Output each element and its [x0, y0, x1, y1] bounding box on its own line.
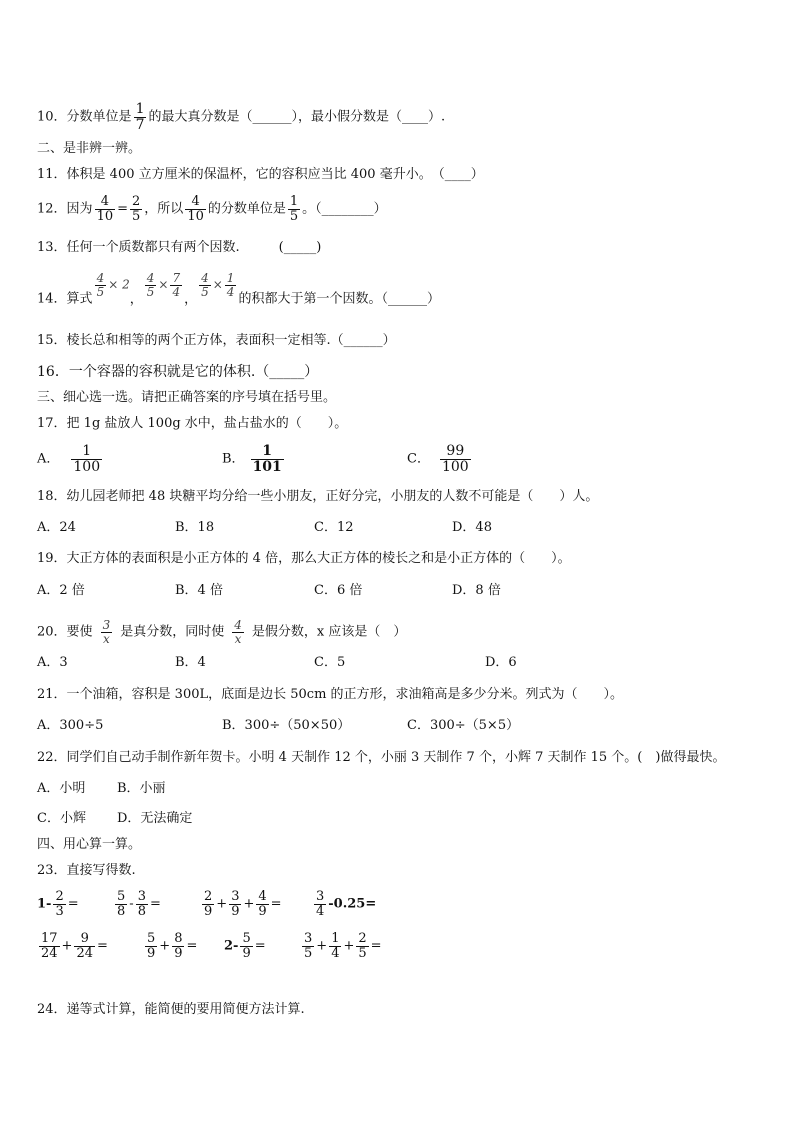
- question-number: 12．: [37, 201, 67, 217]
- fraction: $\frac{1}{5}$: [289, 194, 299, 224]
- fraction: $\frac{9}{24}$: [76, 931, 93, 961]
- operator: × 2: [108, 277, 130, 292]
- fraction: $\frac{1}{100}$: [73, 443, 101, 475]
- question-text: 。（________）: [302, 201, 387, 217]
- question-number: 17．: [37, 416, 67, 431]
- question-13: [37, 240, 321, 256]
- fraction: $\frac{99}{100}$: [441, 443, 469, 475]
- fraction: $\frac{2}{3}$: [55, 889, 64, 919]
- fraction: $\frac{3}{5}$: [304, 931, 313, 961]
- fraction: $\frac{17}{24}$: [41, 931, 58, 961]
- question-19: [37, 551, 571, 567]
- option-a[interactable]: A．2 倍: [37, 583, 85, 598]
- question-15: [37, 333, 396, 349]
- calc-item[interactable]: [143, 932, 197, 960]
- fraction: $\frac{4}{5}$: [96, 271, 105, 299]
- question-number: 19．: [37, 551, 67, 566]
- fraction: $\frac{2}{5}$: [132, 194, 141, 224]
- operator: +: [61, 938, 73, 954]
- option-b[interactable]: B．4 倍: [175, 583, 223, 598]
- option-c[interactable]: [407, 444, 473, 474]
- section-heading-4: 四、用心算一算。: [37, 837, 142, 852]
- question-text: 同学们自己动手制作新年贺卡。小明 4 天制作 12 个，小丽 3 天制作 7 个，小辉 7 天制作 15 个。( )做得最快。: [66, 750, 726, 765]
- option-b[interactable]: B．小丽: [117, 781, 166, 796]
- fraction: $\frac{1}{4}$: [331, 931, 340, 961]
- question-text: 一个油箱，容积是 300L，底面是边长 50cm 的正方形，求油箱高是多少分米。列式为（ ）。: [66, 687, 624, 702]
- operator: +: [343, 938, 355, 954]
- fraction: $\frac{5}{9}$: [242, 931, 251, 961]
- question-number: 16．: [37, 364, 69, 380]
- fraction: $\frac{4}{10}$: [187, 194, 204, 224]
- question-text: 棱长总和相等的两个正方体，表面积一定相等.（______）: [66, 333, 396, 348]
- question-text: 大正方体的表面积是小正方体的 4 倍，那么大正方体的棱长之和是小正方体的（ ）。: [66, 551, 571, 566]
- question-text: 直接写得数.: [66, 863, 136, 878]
- operator: -: [129, 896, 134, 912]
- calc-text: 2-: [224, 938, 239, 954]
- fraction: $\frac{3}{x}$: [102, 618, 111, 646]
- calc-text: =: [254, 938, 266, 954]
- question-number: 22．: [37, 750, 67, 765]
- question-number: 23．: [37, 863, 67, 878]
- question-text: 要使: [66, 624, 93, 640]
- option-d[interactable]: D．48: [452, 520, 492, 535]
- option-c[interactable]: C．300÷（5×5）: [407, 718, 520, 733]
- calc-text: =: [67, 896, 79, 912]
- calc-item[interactable]: [224, 932, 266, 960]
- option-b[interactable]: B．4: [175, 655, 206, 670]
- operator: ×: [158, 277, 169, 292]
- question-20: [37, 619, 406, 645]
- operator: ×: [212, 277, 223, 292]
- option-a[interactable]: A．3: [37, 655, 68, 670]
- question-text: 的最大真分数是（______），最小假分数是（____）.: [148, 109, 446, 125]
- question-number: 13．: [37, 240, 67, 255]
- fraction: $\frac{5}{9}$: [147, 931, 156, 961]
- question-number: 24．: [37, 1002, 67, 1017]
- fraction: $\frac{4}{x}$: [234, 618, 242, 646]
- question-text: 的分数单位是: [207, 201, 286, 217]
- question-text: 任何一个质数都只有两个因数. (_____): [66, 240, 322, 255]
- calc-item[interactable]: [37, 932, 108, 960]
- option-label: B．: [222, 451, 245, 467]
- question-text: 把 1g 盐放人 100g 水中，盐占盐水的（ ）。: [66, 416, 348, 431]
- question-text: 的积都大于第一个因数。（______）: [238, 291, 440, 307]
- fraction: $\frac{4}{9}$: [258, 889, 267, 919]
- calc-text: =: [149, 896, 161, 912]
- section-heading-3: 三、细心选一选。请把正确答案的序号填在括号里。: [37, 390, 337, 405]
- option-c[interactable]: C．12: [314, 520, 354, 535]
- calc-text: =: [97, 938, 108, 954]
- equals-sign: =: [117, 201, 129, 217]
- question-text: 分数单位是: [66, 109, 132, 125]
- question-text: ，所以: [144, 201, 184, 217]
- question-text: 算式: [66, 291, 93, 307]
- question-number: 11．: [37, 167, 67, 182]
- fraction: $\frac{1}{101}$: [252, 443, 282, 475]
- calc-text: =: [370, 938, 382, 954]
- option-d[interactable]: D．无法确定: [117, 811, 193, 826]
- calc-text: =: [270, 896, 282, 912]
- question-number: 18．: [37, 489, 67, 504]
- separator: ，: [129, 291, 143, 307]
- option-b[interactable]: B．18: [175, 520, 215, 535]
- fraction: $\frac{4}{5}$: [146, 271, 155, 299]
- calc-item[interactable]: [312, 890, 376, 918]
- question-text: 幼儿园老师把 48 块糖平均分给一些小朋友，正好分完，小朋友的人数不可能是（ ）人。: [66, 489, 599, 504]
- fraction: $\frac{8}{9}$: [174, 931, 183, 961]
- calc-item[interactable]: [37, 890, 79, 918]
- option-b[interactable]: [222, 444, 286, 474]
- option-a[interactable]: A．24: [37, 520, 76, 535]
- operator: +: [159, 938, 171, 954]
- question-text: 是假分数，x 应该是（ ）: [251, 624, 407, 640]
- option-d[interactable]: D．6: [485, 655, 517, 670]
- fraction: $\frac{2}{5}$: [358, 931, 367, 961]
- question-10: [37, 102, 445, 132]
- fraction: $\frac{2}{9}$: [204, 889, 213, 919]
- question-12: [37, 195, 387, 223]
- question-number: 10．: [37, 109, 67, 125]
- calc-text: =: [186, 938, 198, 954]
- fraction: $\frac{4}{10}$: [96, 194, 114, 224]
- option-b[interactable]: B．300÷（50×50）: [222, 718, 351, 733]
- expressions: [93, 271, 239, 307]
- operator: +: [243, 896, 255, 912]
- question-text: 体积是 400 立方厘米的保温杯，它的容积应当比 400 毫升小。 （____）: [66, 167, 484, 182]
- fraction: $\frac{3}{8}$: [137, 889, 146, 919]
- section-heading-2: 二、是非辨一辨。: [37, 141, 142, 156]
- option-a[interactable]: A．小明: [37, 781, 86, 796]
- option-a[interactable]: [37, 444, 104, 474]
- question-11: [37, 167, 484, 183]
- calc-item[interactable]: [200, 890, 282, 918]
- question-21: [37, 687, 623, 703]
- question-number: 15．: [37, 333, 67, 348]
- fraction: $\frac{7}{4}$: [172, 271, 181, 299]
- fraction: $\frac{3}{9}$: [231, 889, 240, 919]
- question-22: [37, 750, 725, 766]
- question-text: 一个容器的容积就是它的体积.（_____）: [68, 364, 319, 380]
- separator: ，: [184, 291, 198, 307]
- question-text: 是真分数，同时使: [120, 624, 225, 640]
- fraction: $\frac{5}{8}$: [117, 889, 126, 919]
- option-label: C．: [407, 451, 430, 467]
- calc-text: -0.25=: [328, 896, 377, 912]
- question-24: [37, 1002, 305, 1018]
- question-18: [37, 489, 598, 505]
- question-number: 14．: [37, 291, 67, 307]
- operator: +: [316, 938, 328, 954]
- option-d[interactable]: D．8 倍: [452, 583, 501, 598]
- option-c[interactable]: C．5: [314, 655, 346, 670]
- option-a[interactable]: A．300÷5: [37, 718, 104, 733]
- question-17: [37, 416, 347, 432]
- fraction: $\frac{1}{7}$: [135, 101, 145, 133]
- question-16: [37, 364, 318, 380]
- question-23: [37, 863, 136, 879]
- fraction: $\frac{1}{4}$: [226, 271, 235, 299]
- calc-text: 1-: [37, 896, 52, 912]
- fraction: $\frac{3}{4}$: [316, 889, 325, 919]
- question-14: [37, 271, 440, 312]
- option-c[interactable]: C．6 倍: [314, 583, 363, 598]
- operator: +: [216, 896, 228, 912]
- question-number: 21．: [37, 687, 67, 702]
- fraction: $\frac{4}{5}$: [201, 271, 209, 299]
- question-text: 因为: [66, 201, 93, 217]
- question-number: 20．: [37, 624, 67, 640]
- calc-item[interactable]: [300, 932, 382, 960]
- option-c[interactable]: C．小辉: [37, 811, 86, 826]
- option-label: A．: [37, 451, 60, 467]
- question-text: 递等式计算，能简便的要用简便方法计算.: [66, 1002, 305, 1017]
- calc-item[interactable]: [113, 890, 161, 918]
